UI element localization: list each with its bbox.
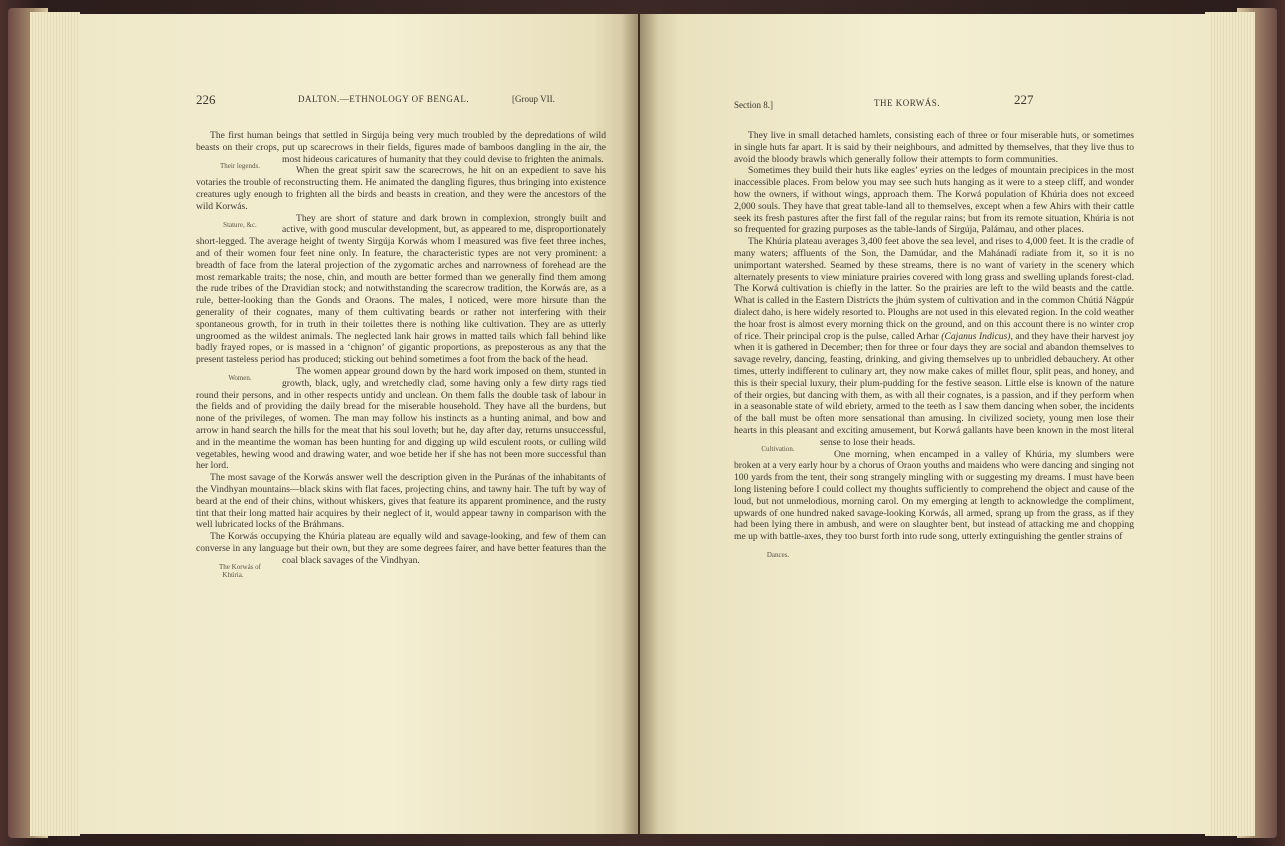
margin-note: The Korwás of Khúria. (219, 562, 261, 579)
paragraph (734, 165, 1134, 236)
margin-note: Their legends. (219, 161, 261, 170)
text-run: The Korwás occupying the Khúria plateau are equally wild and savage-looking, and few of them can converse in any language but their own, but they are some degrees fairer, and have better features than the coal black savages of the Vindhyan. (196, 531, 606, 566)
text-run: Sometimes they build their huts like eagles’ eyries on the ledges of mountain precipices in the most inaccessible places. From below you may see such huts hanging as it were to a steep cliff, and wonder how the owners, if without wings, approach them. The Korwá population of Khúria does not exceed 2,000 souls. They have that great table-land all to themselves, except when a few Ahirs with their cattle seek its fresh pastures after the first fall of the regular rains; but from its remote situation, Khúria is not so frequented for grazing purposes as the table-lands of Sirgúja, Palámau, and other places. (734, 165, 1134, 236)
left-page-text (196, 130, 606, 583)
group-label: [Group VII. (512, 94, 555, 104)
right-page-text (734, 130, 1134, 563)
text-run: The women appear ground down by the hard work imposed on them, stunted in growth, black, ugly, and wretchedly clad, some having only a few dirty rags tied round their persons, and in other respects untidy and unclean. On them falls the double task of labour in the fields and of providing the daily bread for the miserable household. They have all the burdens, but none of the privileges, of women. The man may follow his instincts as a hunting animal, and bow and arrow in hand search the hills for the meat that his soul loveth; but he, day after day, returns unsuccessful, and in the meantime the woman has been hunting for and digging up wild esculent roots, or culling wild vegetables, hewing wood and drawing water, and woe betide her if she has not been more successful than her lord. (196, 365, 606, 472)
paragraph (196, 213, 606, 366)
page-edges-right (1205, 12, 1255, 836)
italic-term: (Cajanus Indicus) (941, 330, 1011, 342)
margin-note: Women. (228, 373, 252, 382)
text-run: One morning, when encamped in a valley of Khúria, my slumbers were broken at a very early hour by a chorus of Oraon youths and maidens who were dancing and singing not 100 yards from the tent, their song strangely mingling with or suggesting my dreams. I must have been long listening before I could collect my thoughts sufficiently to comprehend the object and cause of the loud, but not unmelodious, morning carol. On my emerging at length to acknowledge the compliment, upwards of one hundred naked savage-looking Korwás, all armed, sprang up from the grass, as if they had been lying there in ambush, and were on slaughter bent, but instead of attacking me and chopping me up with battle-axes, they too burst forth into rude song, utterly extinguishing the gentler strains of (734, 448, 1134, 543)
text-run: The Khúria plateau averages 3,400 feet above the sea level, and rises to 4,000 feet. It is the cradle of many waters; affluents of the Son, the Damúdar, and the Mahánadí radiate from it, so it is no unimportant watershed. Seamed by these streams, there is no want of variety in the scenery which alternately presents to view miniature prairies covered with long grass and swelling uplands forest-clad. The Korwá cultivation is chiefly in the latter. So the prairies are left to the wild beasts and the cattle. What is called in the Eastern Districts the jhúm system of cultivation and in the common Chútiá Nágpúr dialect daho, is here widely resorted to. Ploughs are not used in this elevated region. In the cold weather the hoar frost is almost every morning thick on the ground, and on this account there is no winter crop of rice. Their principal crop is the pulse, called Arhar (734, 236, 1134, 342)
left-page-header (196, 94, 616, 108)
text-run: When the great spirit saw the scarecrows, he hit on an expedient to save his votaries the trouble of reconstructing them. He animated the dangling figures, thus bringing into existence creatures ugly enough to frighten all the birds and beasts in creation, and they were the ancestors of the wild Korwás. (196, 165, 606, 212)
margin-note: Dances. (766, 550, 790, 559)
text-run: The most savage of the Korwás answer well the description given in the Puránas of the inhabitants of the Vindhyan mountains—black skins with flat faces, projecting chins, and tawny hair. The tuft by way of beard at the end of their chins, without whiskers, gives that feature its apparent prominence, and the rusty tint that their long matted hair acquires by their neglect of it, would appear tawny in comparison with the well lubricated locks of the Bráhmans. (196, 472, 606, 531)
section-label: Section 8.] (734, 100, 773, 110)
text-run: They live in small detached hamlets, consisting each of three or four miserable huts, or sometimes in single huts far apart. It is said by their neighbours, and admitted by themselves, that they live thus to avoid the bloody brawls which generally follow their attempts to form communities. (734, 130, 1134, 165)
paragraph (196, 472, 606, 531)
margin-note: Cultivation. (761, 444, 795, 453)
running-title: DALTON.—ETHNOLOGY OF BENGAL. (298, 94, 470, 104)
paragraph (734, 236, 1135, 453)
paragraph (196, 366, 606, 472)
margin-note: Stature, &c. (223, 220, 257, 229)
paragraph (734, 130, 1134, 165)
running-title: THE KORWÁS. (874, 98, 940, 108)
page-number: 226 (196, 92, 216, 107)
text-run: They are short of stature and dark brown in complexion, strongly built and active, with good muscular development, but, as appeared to me, disproportionately short-legged. The average height of twenty Sirgúja Korwás whom I measured was five feet three inches, and of their women four feet nine only. In feature, the characteristic types are not very prominent: a breadth of face from the lateral projection of the zygomatic arches and narrowness of forehead are the most remarkable traits; the nose, chin, and mouth are better formed than we generally find them among the rude tribes of the Dravidian stock; and notwithstanding the scarecrow tradition, the Korwás are, as a rule, better-looking than the Gonds and Oraons. The males, I noticed, were more hirsute than the generality of their cognates, many of them cultivating beards or rather not interfering with their spontaneous growth, for in truth in their toilettes there is nothing like cultivation. They are as utterly ungroomed as the wildest animals. The neglected lank hair grows in matted tails which fall behind like badly frayed ropes, or is massed in a ‘chignon’ of gigantic proportions, as preposterous as any that the present tasteless period has produced; sticking out behind sometimes a foot from the back of the head. (196, 212, 606, 366)
page-number: 227 (1014, 92, 1034, 107)
text-run: The first human beings that settled in Sirgúja being very much troubled by the depredations of wild beasts on their crops, put up scarecrows in their fields, figures made of bamboos dangling in the air, the most hideous caricatures of humanity that they could devise to frighten the animals. (196, 130, 606, 165)
paragraph (196, 531, 606, 579)
book-gutter (622, 14, 658, 834)
paragraph (196, 130, 606, 170)
text-run: , and they have their harvest joy when it is gathered in December; then for three or four days they are social and abandon themselves to savage revelry, dancing, feasting, drinking, and giving themselves up to unbridled debauchery. At other times, utterly indifferent to culinary art, they now make cakes of millet flour, split peas, and honey, and this is their special luxury, their plum-pudding for the festive season. Little else is known of the nature of their orgies, but dancing with them, as with all their cognates, is a passion, and if they perform when in a seasonable state of wild ebriety, armed to the teeth as I saw them dancing when sober, the incidents of the ball must be often more sensational than amusing. In civilized society, young men lose their hearts in this pleasant and exciting amusement, but Korwá gallants have been known in the most literal sense to lose their heads. (734, 330, 1135, 448)
page-edges-left (30, 12, 80, 836)
right-page-header (734, 94, 1054, 108)
paragraph (196, 165, 606, 212)
